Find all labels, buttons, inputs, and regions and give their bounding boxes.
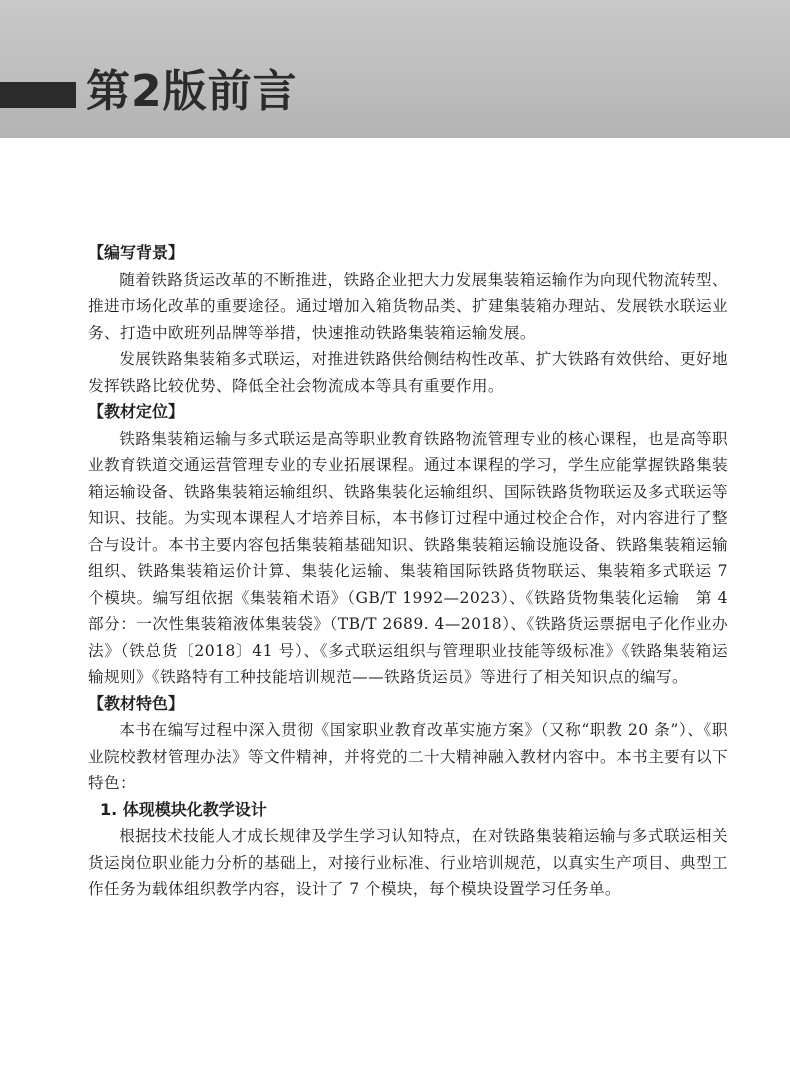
paragraph-background-1: 随着铁路货运改革的不断推进，铁路企业把大力发展集装箱运输作为向现代物流转型、推进市场化改革的重要途径。通过增加入箱货物品类、扩建集装箱办理站、发展铁水联运业务、打造中欧班列品牌等举措，快速推动铁路集装箱运输发展。 (88, 270, 728, 342)
paragraph-background-2: 发展铁路集装箱多式联运，对推进铁路供给侧结构性改革、扩大铁路有效供给、更好地发挥铁路比较优势、降低全社会物流成本等具有重要作用。 (88, 350, 728, 395)
section-heading-background: 【编写背景】 (88, 243, 185, 262)
title-bar-mark (0, 82, 76, 108)
document-body (88, 240, 728, 903)
paragraph-features-intro: 本书在编写过程中深入贯彻《国家职业教育改革实施方案》（又称“职教 20 条”）、《职业院校教材管理办法》等文件精神，并将党的二十大精神融入教材内容中。本书主要有以下特色： (88, 721, 728, 792)
subsection-heading-modular: 1. 体现模块化教学设计 (100, 799, 267, 819)
page-title: 第2版前言 (86, 66, 298, 117)
paragraph-positioning: 铁路集装箱运输与多式联运是高等职业教育铁路物流管理专业的核心课程，也是高等职业教育铁道交通运营管理专业的专业拓展课程。通过本课程的学习，学生应能掌握铁路集装箱运输设备、铁路集装箱运输组织、铁路集装化运输组织、国际铁路货物联运及多式联运等知识、技能。为实现本课程人才培养目标，本书修订过程中通过校企合作，对内容进行了整合与设计。本书主要内容包括集装箱基础知识、铁路集装箱运输设施设备、铁路集装箱运输组织、铁路集装箱运价计算、集装化运输、集装箱国际铁路货物联运、集装箱多式联运 7 个模块。编写组依据《集装箱术语》（GB/T 1992—2023）、《铁路货物集装化运输 第 4 部分：一次性集装箱液体集装袋》（TB/T 2689. 4—2018）、《铁路货运票据电子化作业办法》（铁总货〔2018〕41 号）、《多式联运组织与管理职业技能等级标准》《铁路集装箱运输规则》《铁路特有工种技能培训规范——铁路货运员》等进行了相关知识点的编写。 (88, 429, 728, 686)
section-heading-positioning: 【教材定位】 (88, 402, 185, 421)
paragraph-modular: 根据技术技能人才成长规律及学生学习认知特点，在对铁路集装箱运输与多式联运相关货运岗位职业能力分析的基础上，对接行业标准、行业培训规范，以真实生产项目、典型工作任务为载体组织教学内容，设计了 7 个模块，每个模块设置学习任务单。 (88, 827, 728, 898)
section-heading-features: 【教材特色】 (88, 693, 185, 713)
